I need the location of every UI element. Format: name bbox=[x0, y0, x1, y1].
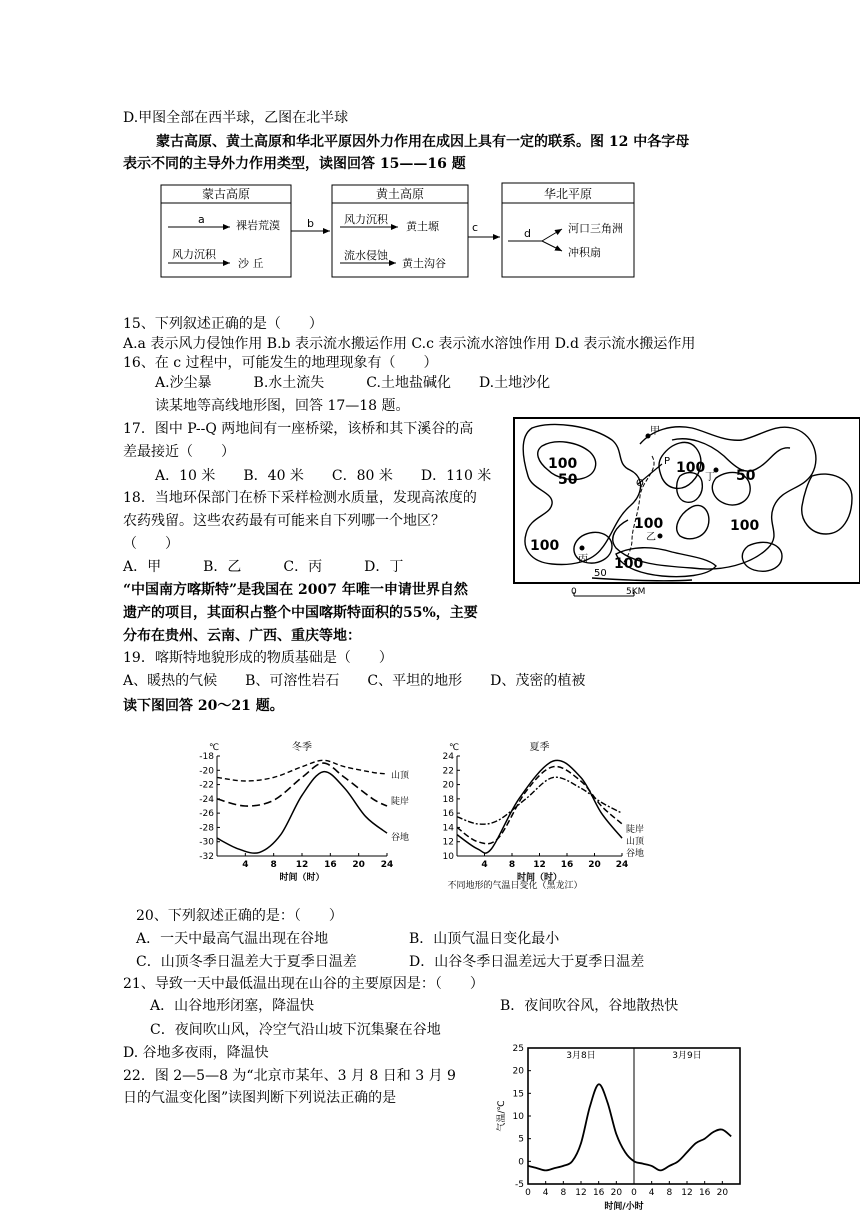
contour-100-e: 100 bbox=[530, 538, 560, 554]
point-q: Q bbox=[636, 478, 644, 489]
contour-50-a: 50 bbox=[558, 472, 578, 488]
y-tick-label: -28 bbox=[199, 823, 214, 834]
x-tick-label: 16 bbox=[698, 1188, 711, 1198]
y-tick-label: 12 bbox=[442, 837, 454, 848]
q17-line1: 17．图中 P--Q 两地间有一座桥梁，该桥和其下溪谷的高 bbox=[123, 421, 474, 437]
series-label-谷地: 谷地 bbox=[391, 833, 410, 843]
gougu-label: 黄土沟谷 bbox=[402, 257, 446, 270]
y-tick-label: 5 bbox=[518, 1134, 524, 1145]
intro-15-16-line1: 蒙古高原、黄土高原和华北平原因外力作用在成因上具有一定的联系。图 12 中各字母 bbox=[156, 134, 690, 150]
summer-caption: 不同地形的气温日变化（黑龙江） bbox=[447, 881, 583, 890]
chongji-label: 冲积扇 bbox=[568, 246, 601, 259]
huangtuyuan-label: 黄土塬 bbox=[406, 220, 439, 233]
series-label-陡岸: 陡岸 bbox=[626, 825, 645, 835]
label-b: b bbox=[307, 217, 314, 230]
q16: 16、在 c 过程中，可能发生的地理现象有（ ） bbox=[123, 355, 438, 371]
x-tick-label: 16 bbox=[560, 860, 574, 870]
y-tick-label: 10 bbox=[442, 852, 454, 862]
contour-50-bottom: 50 bbox=[594, 568, 607, 579]
contour-100-f: 100 bbox=[614, 556, 644, 572]
x-tick-label: 8 bbox=[560, 1188, 567, 1198]
beijing-temperature-chart bbox=[494, 1036, 750, 1216]
y-tick-label: 14 bbox=[442, 823, 454, 834]
point-yi: 乙 bbox=[646, 532, 656, 543]
q19-options: A、暖热的气候 B、可溶性岩石 C、平坦的地形 D、茂密的植被 bbox=[123, 673, 586, 689]
day-label-1: 3月9日 bbox=[672, 1051, 702, 1061]
y-tick-label: 20 bbox=[512, 1066, 524, 1077]
y-tick-label: 20 bbox=[442, 780, 454, 791]
contour-100-d: 100 bbox=[730, 518, 760, 534]
q20-c: C．山顶冬季日温差大于夏季日温差 bbox=[136, 954, 357, 970]
unit-label: ℃ bbox=[449, 743, 460, 753]
x-tick-label: 16 bbox=[324, 860, 337, 870]
label-d: d bbox=[524, 227, 531, 240]
box2-title: 黄土高原 bbox=[375, 187, 425, 201]
fengli1-label: 风力沉积 bbox=[172, 248, 216, 261]
x-tick-label: 0 bbox=[525, 1188, 531, 1198]
series-label-陡岸: 陡岸 bbox=[391, 797, 410, 807]
scale-zero: 0 bbox=[571, 587, 577, 597]
y-tick-label: -22 bbox=[199, 780, 214, 791]
series-line-山顶 bbox=[217, 760, 387, 781]
y-tick-label: 18 bbox=[442, 794, 454, 805]
chart-title: 夏季 bbox=[529, 742, 550, 753]
q17-line2: 差最接近（ ） bbox=[123, 444, 235, 460]
contour-100-b: 100 bbox=[676, 460, 706, 476]
x-tick-label: 8 bbox=[666, 1188, 673, 1198]
luoyan-label: 裸岩荒漠 bbox=[236, 219, 280, 232]
label-c: c bbox=[472, 221, 479, 234]
contour-map bbox=[512, 416, 860, 602]
x-tick-label: 4 bbox=[542, 1188, 549, 1198]
x-tick-label: 0 bbox=[631, 1188, 637, 1198]
liushui-label: 流水侵蚀 bbox=[344, 249, 388, 262]
y-tick-label: -24 bbox=[199, 794, 214, 805]
flow-diagram bbox=[158, 181, 658, 281]
y-tick-label: 16 bbox=[442, 809, 454, 820]
x-axis-label: 时间/小时 bbox=[604, 1202, 644, 1212]
x-tick-label: 20 bbox=[352, 860, 365, 870]
point-jia: 甲 bbox=[650, 426, 660, 437]
x-tick-label: 4 bbox=[481, 860, 488, 870]
fengli2-label: 风力沉积 bbox=[344, 213, 388, 226]
q21-c: C．夜间吹山风，冷空气沿山坡下沉集聚在谷地 bbox=[150, 1022, 441, 1038]
q15-options: A.a 表示风力侵蚀作用 B.b 表示流水搬运作用 C.c 表示流水溶蚀作用 D.d 表示流水搬运作用 bbox=[123, 336, 696, 352]
x-tick-label: 8 bbox=[270, 860, 277, 870]
y-tick-label: 22 bbox=[442, 766, 454, 777]
q21-d: D. 谷地多夜雨，降温快 bbox=[123, 1045, 269, 1061]
contour-100-c: 100 bbox=[634, 516, 664, 532]
box3-title: 华北平原 bbox=[543, 187, 593, 201]
intro-15-16-line2: 表示不同的主导外力作用类型，读图回答 15——16 题 bbox=[123, 156, 466, 172]
q22-line2: 日的气温变化图”读图判断下列说法正确的是 bbox=[123, 1090, 397, 1106]
day-label-0: 3月8日 bbox=[566, 1051, 596, 1061]
scale-5km: 5KM bbox=[626, 587, 646, 597]
temperature-charts bbox=[185, 730, 665, 890]
unit-label: ℃ bbox=[209, 743, 220, 753]
q21-a: A．山谷地形闭塞，降温快 bbox=[150, 998, 315, 1014]
x-tick-label: 12 bbox=[575, 1188, 587, 1198]
q18-options: A．甲 B．乙 C．丙 D．丁 bbox=[123, 559, 404, 575]
box1-title: 蒙古高原 bbox=[201, 187, 251, 201]
y-tick-label: 0 bbox=[518, 1157, 524, 1168]
x-tick-label: 24 bbox=[380, 860, 394, 870]
karst-line2: 遗产的项目，其面积占整个中国喀斯特面积的55%，主要 bbox=[123, 605, 478, 621]
q20: 20、下列叙述正确的是：（ ） bbox=[136, 908, 343, 924]
point-p: P bbox=[664, 456, 671, 467]
y-tick-label: 10 bbox=[512, 1112, 524, 1122]
series-label-谷地: 谷地 bbox=[626, 849, 645, 859]
x-tick-label: 4 bbox=[242, 860, 249, 870]
q18-line1: 18．当地环保部门在桥下采样检测水质量，发现高浓度的 bbox=[123, 490, 477, 506]
x-tick-label: 12 bbox=[681, 1188, 693, 1198]
y-tick-label: -32 bbox=[199, 852, 214, 862]
x-tick-label: 20 bbox=[610, 1188, 623, 1198]
intro-20-21: 读下图回答 20～21 题。 bbox=[123, 698, 284, 714]
series-line-谷地 bbox=[217, 772, 387, 854]
y-tick-label: -20 bbox=[199, 766, 214, 777]
chart-title: 冬季 bbox=[292, 742, 312, 753]
intro-17-18: 读某地等高线地形图，回答 17—18 题。 bbox=[155, 398, 410, 414]
q20-a: A．一天中最高气温出现在谷地 bbox=[136, 931, 329, 947]
temperature-line bbox=[528, 1084, 731, 1170]
y-tick-label: 15 bbox=[512, 1089, 524, 1100]
q22-line1: 22．图 2—5—8 为“北京市某年、3 月 8 日和 3 月 9 bbox=[123, 1068, 456, 1084]
y-tick-label: -18 bbox=[199, 752, 214, 762]
q21-b: B．夜间吹谷风，谷地散热快 bbox=[500, 998, 679, 1014]
q19: 19．喀斯特地貌形成的物质基础是（ ） bbox=[123, 650, 393, 666]
x-tick-label: 12 bbox=[295, 860, 309, 870]
x-axis-label: 时间（时） bbox=[279, 873, 325, 883]
q17-options: A．10 米 B．40 米 C．80 米 D．110 米 bbox=[155, 468, 492, 484]
x-axis-label: 时间（时） bbox=[516, 873, 563, 883]
contour-100-a: 100 bbox=[548, 456, 578, 472]
y-tick-label: -30 bbox=[199, 837, 214, 848]
x-tick-label: 12 bbox=[533, 860, 546, 870]
x-tick-label: 20 bbox=[588, 860, 601, 870]
q20-b: B．山顶气温日变化最小 bbox=[409, 931, 560, 947]
hekou-label: 河口三角洲 bbox=[568, 222, 623, 235]
q20-d: D．山谷冬季日温差远大于夏季日温差 bbox=[409, 954, 645, 970]
y-tick-label: 24 bbox=[442, 752, 454, 762]
q18-line2: 农药残留。这些农药最有可能来自下列哪一个地区？ bbox=[123, 513, 445, 529]
x-tick-label: 24 bbox=[615, 860, 629, 870]
karst-line3: 分布在贵州、云南、广西、重庆等地： bbox=[123, 628, 361, 644]
y-tick-label: 25 bbox=[512, 1044, 524, 1054]
q21: 21、导致一天中最低温出现在山谷的主要原因是：（ ） bbox=[123, 976, 484, 992]
series-label-山顶: 山顶 bbox=[391, 771, 410, 781]
point-bing: 丙 bbox=[578, 554, 588, 565]
option-d-line: D.甲图全部在西半球，乙图在北半球 bbox=[123, 110, 349, 126]
series-label-山顶: 山顶 bbox=[626, 837, 645, 847]
q16-options: A.沙尘暴 B.水土流失 C.土地盐碱化 D.土地沙化 bbox=[155, 375, 551, 391]
karst-line1: “中国南方喀斯特”是我国在 2007 年唯一申请世界自然 bbox=[123, 582, 468, 598]
y-axis-label: 气温/℃ bbox=[497, 1100, 507, 1132]
q15: 15、下列叙述正确的是（ ） bbox=[123, 316, 323, 332]
label-a: a bbox=[198, 213, 205, 226]
x-tick-label: 8 bbox=[508, 860, 516, 870]
series-line-陡岸 bbox=[457, 777, 622, 824]
x-tick-label: 4 bbox=[648, 1188, 655, 1198]
x-tick-label: 20 bbox=[716, 1188, 729, 1198]
contour-50-b: 50 bbox=[736, 468, 756, 484]
x-tick-label: 16 bbox=[592, 1188, 605, 1198]
y-tick-label: -26 bbox=[199, 809, 214, 820]
y-tick-label: -5 bbox=[515, 1180, 524, 1190]
q18-line3: （ ） bbox=[123, 536, 179, 552]
series-line-陡岸 bbox=[217, 763, 387, 806]
shaqiu-label: 沙 丘 bbox=[238, 257, 264, 270]
point-ding: 丁 bbox=[705, 472, 715, 483]
series-line-谷地 bbox=[457, 760, 622, 853]
